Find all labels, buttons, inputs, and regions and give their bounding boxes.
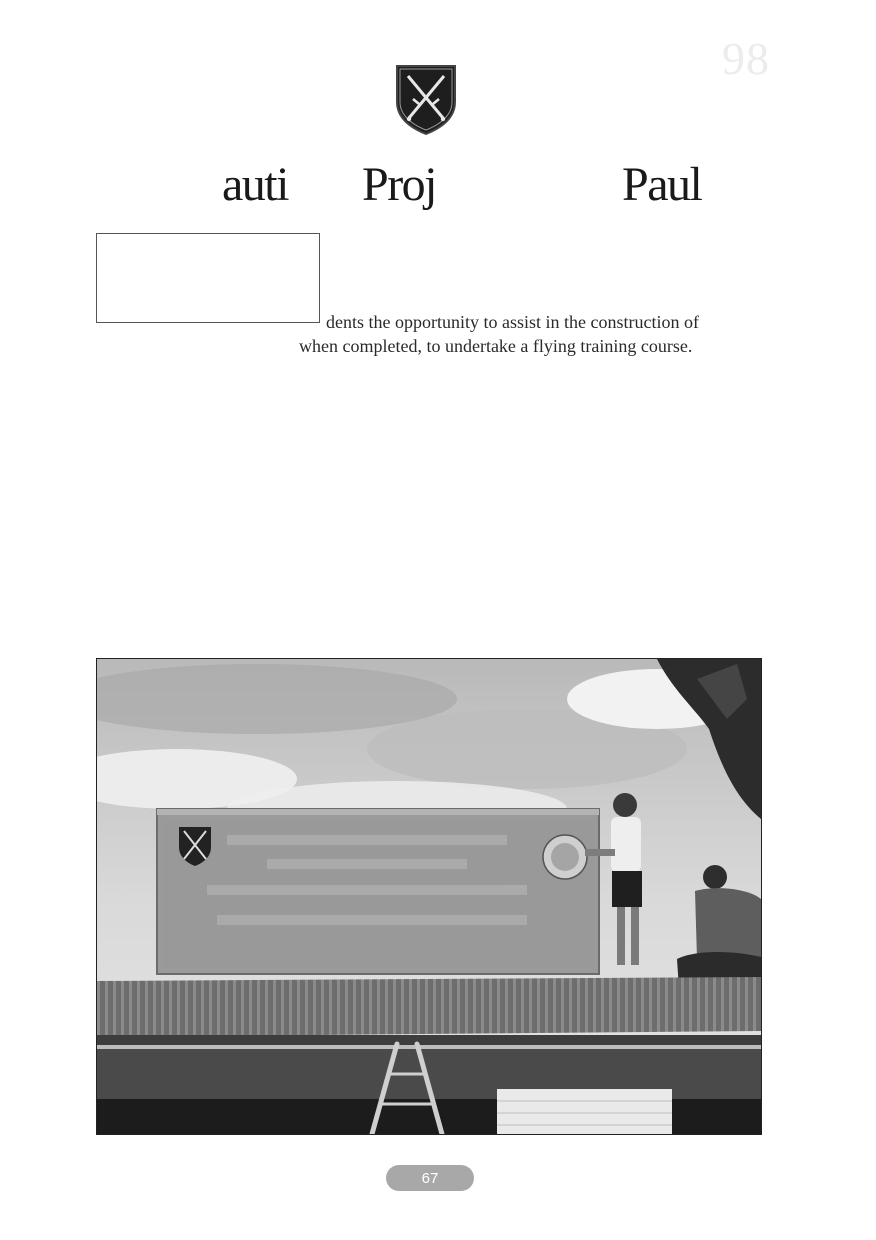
page-title	[0, 152, 876, 222]
body-text-line-2: when completed, to undertake a flying training course.	[299, 336, 693, 356]
blank-inset-box	[96, 233, 320, 323]
sign-installation-photo	[96, 658, 762, 1135]
year-watermark: 98	[722, 33, 770, 84]
page-number-badge	[386, 1165, 474, 1191]
title-word-1: auti	[222, 158, 288, 211]
title-word-3: Paul	[622, 158, 702, 211]
school-crest-emblem	[395, 64, 457, 136]
page-number: 67	[421, 1169, 439, 1187]
body-text-line-1: dents the opportunity to assist in the construction of	[326, 312, 699, 332]
title-word-2: Proj	[362, 158, 437, 211]
